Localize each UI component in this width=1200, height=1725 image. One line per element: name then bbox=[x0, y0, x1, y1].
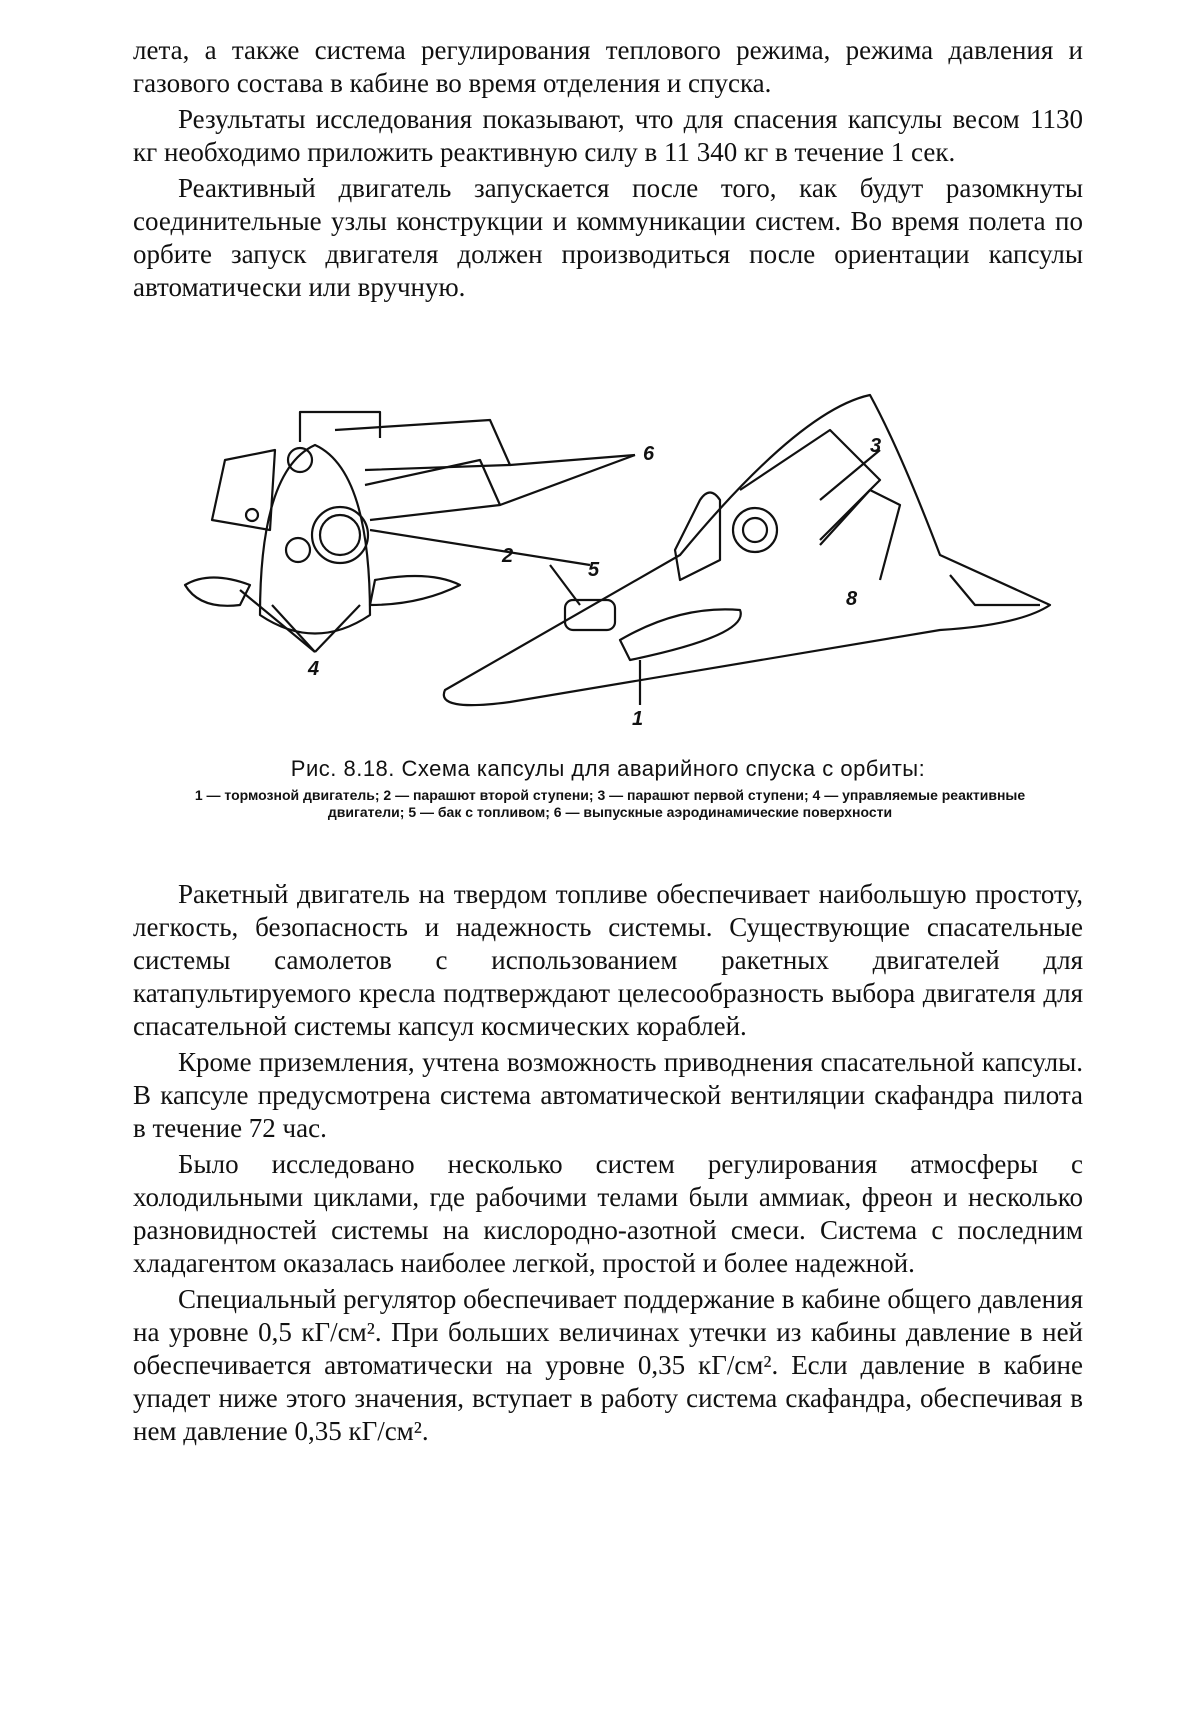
paragraph: Специальный регулятор обеспечивает поддержание в кабине общего давления на уровне 0,5 кГ/см². При больших величинах утечки из кабины давление в ней обеспечивается автоматически на уровне 0,35 кГ/см². Если давление в кабине упадет ниже этого значения, вступает в работу система скафандра, обеспечивая в нем давление 0,35 кГ/см². bbox=[133, 1284, 1083, 1446]
paragraph: Ракетный двигатель на твердом топливе обеспечивает наибольшую простоту, легкость, безопасность и надежность системы. Существующие спасательные системы самолетов с использованием ракетных двигателей для катапультируемого кресла подтверждают целесообразность выбора двигателя для спасательной системы капсул космических кораблей. bbox=[133, 879, 1083, 1041]
text-block-top bbox=[133, 34, 1083, 307]
small-chamber bbox=[286, 538, 310, 562]
text-block-bottom bbox=[133, 878, 1083, 1451]
right-wing bbox=[370, 576, 460, 605]
capsule-diagram bbox=[180, 390, 1080, 760]
paragraph: Кроме приземления, учтена возможность приводнения спасательной капсулы. В капсуле предусмотрена система автоматической вентиляции скафандра пилота в течение 72 час. bbox=[133, 1047, 1083, 1143]
paragraph: Было исследовано несколько систем регулирования атмосферы с холодильными циклами, где рабочими телами были аммиак, фреон и несколько разновидностей системы на кислородно-азотной смеси. Система с последним хладагентом оказалась наиболее легкой, простой и более надежной. bbox=[133, 1149, 1083, 1278]
label-4: 4 bbox=[308, 658, 320, 680]
parachute-3 bbox=[820, 490, 900, 580]
label-1: 1 bbox=[632, 708, 644, 730]
label-8: 8 bbox=[846, 588, 858, 610]
paragraph: Результаты исследования показывают, что для спасения капсулы весом 1130 кг необходимо приложить реактивную силу в 11 340 кг в течение 1 сек. bbox=[133, 104, 1083, 167]
hatch-circle bbox=[733, 508, 777, 552]
capsule-front-body bbox=[260, 445, 370, 634]
small-chamber bbox=[288, 448, 312, 472]
left-surface bbox=[212, 450, 275, 530]
canopy-fin bbox=[740, 430, 880, 540]
paragraph: лета, а также система регулирования теплового режима, режима давления и газового состава в кабине во время отделения и спуска. bbox=[133, 35, 1083, 98]
label-3: 3 bbox=[870, 435, 882, 457]
left-wing bbox=[185, 578, 250, 606]
brake-engine bbox=[620, 609, 741, 660]
parachute-2 bbox=[565, 600, 615, 630]
paragraph: Реактивный двигатель запускается после того, как будут разомкнуты соединительные узлы конструкции и коммуникации систем. Во время полета по орбите запуск двигателя должен производиться после ориентации капсулы автоматически или вручную. bbox=[133, 173, 1083, 302]
label-6: 6 bbox=[643, 443, 655, 465]
figure-caption-title: Рис. 8.18. Схема капсулы для аварийного спуска с орбиты: bbox=[290, 756, 926, 781]
capsule-figure bbox=[180, 390, 1080, 760]
label-2: 2 bbox=[502, 545, 514, 567]
label-5: 5 bbox=[588, 559, 600, 581]
figure-caption-legend: 1 — тормозной двигатель; 2 — парашют второй ступени; 3 — парашют первой ступени; 4 — управляемые реактивные двигатели; 5 — бак с топливом; 6 — выпускные аэродинамические поверхности bbox=[194, 787, 1026, 820]
upper-right-surface bbox=[335, 420, 510, 470]
pilot-figure bbox=[675, 493, 720, 581]
